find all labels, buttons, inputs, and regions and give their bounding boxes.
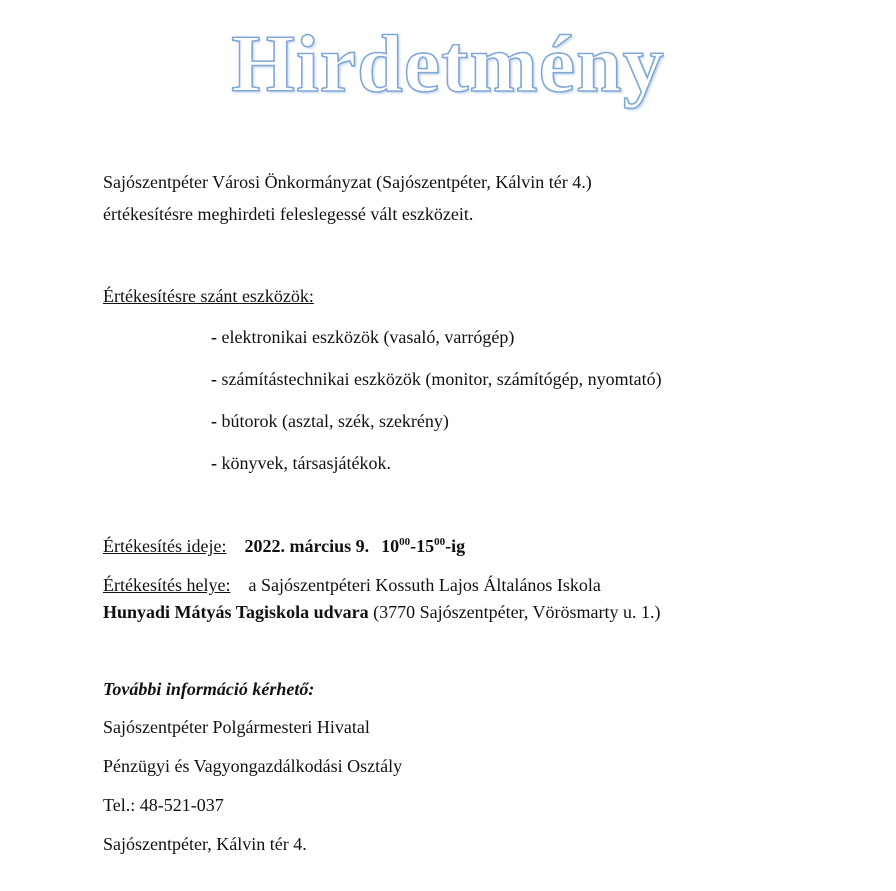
asset-item-text: elektronikai eszközök (vasaló, varrógép) (221, 327, 515, 347)
sale-time-end-hour: 15 (416, 536, 435, 556)
intro-line-2: értékesítésre meghirdeti feleslegessé vált eszközeit. (103, 204, 474, 224)
page-title: Hirdetmény (231, 18, 665, 109)
sale-place-row-2 (103, 601, 660, 623)
sale-place-school: Hunyadi Mátyás Tagiskola udvara (103, 602, 369, 622)
asset-item-dash: - (211, 369, 217, 389)
sale-place-label: Értékesítés helye: (103, 575, 231, 595)
contact-phone: Tel.: 48-521-037 (103, 795, 224, 815)
sale-time-start-hour: 10 (381, 536, 400, 556)
asset-item (211, 452, 391, 474)
asset-item-text: bútorok (asztal, szék, szekrény) (221, 411, 449, 431)
contact-line-4: Sajószentpéter, Kálvin tér 4. (103, 834, 307, 854)
asset-item-text: számítástechnikai eszközök (monitor, számítógép, nyomtató) (221, 369, 662, 389)
sale-time-end-min: 00 (434, 536, 446, 548)
sale-place-row (103, 574, 601, 596)
contact-line-1: Sajószentpéter Polgármesteri Hivatal (103, 717, 370, 737)
sale-time-date: 2022. március 9. (244, 536, 370, 556)
sale-place-address: (3770 Sajószentpéter, Vörösmarty u. 1.) (368, 602, 661, 622)
asset-item-text: könyvek, társasjátékok. (221, 453, 391, 473)
sale-time-start-min: 00 (399, 536, 411, 548)
intro-line-1: Sajószentpéter Városi Önkormányzat (Sajószentpéter, Kálvin tér 4.) (103, 172, 592, 192)
contact-heading: További információ kérhető: (103, 679, 315, 699)
sale-time-suffix: -ig (445, 536, 466, 556)
asset-item (211, 326, 514, 348)
asset-item-dash: - (211, 411, 217, 431)
asset-item-dash: - (211, 453, 217, 473)
sale-time-label: Értékesítés ideje: (103, 536, 227, 556)
asset-item (211, 410, 449, 432)
asset-item-dash: - (211, 327, 217, 347)
asset-item (211, 368, 662, 390)
sale-time-dash: - (410, 536, 417, 556)
sale-time-row (103, 535, 465, 557)
sale-place-line-1: a Sajószentpéteri Kossuth Lajos Általános Iskola (248, 575, 601, 595)
contact-line-2: Pénzügyi és Vagyongazdálkodási Osztály (103, 756, 403, 776)
assets-heading: Értékesítésre szánt eszközök: (103, 286, 314, 306)
